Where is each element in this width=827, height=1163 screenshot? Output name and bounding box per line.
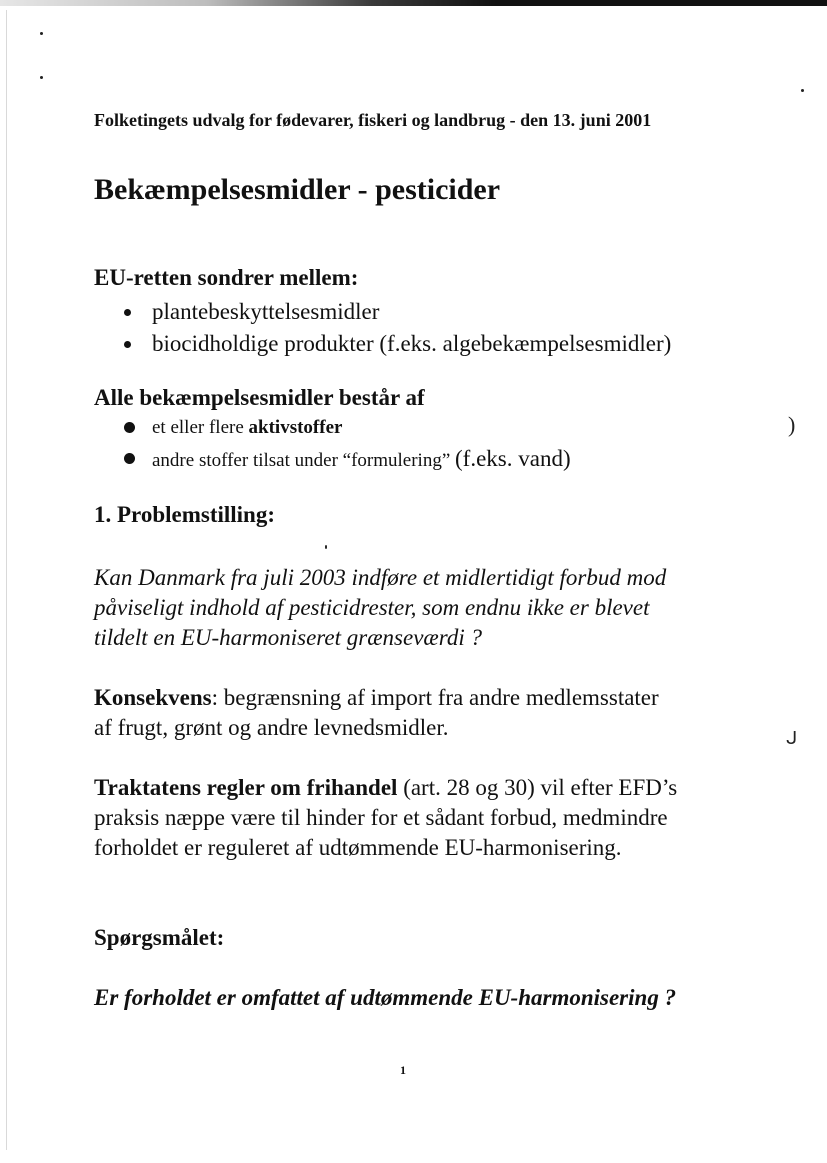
list-item: plantebeskyttelsesmidler <box>120 296 671 328</box>
scan-top-edge <box>0 0 827 6</box>
scan-speck <box>40 32 43 35</box>
eu-law-heading: EU-retten sondrer mellem: <box>94 265 359 290</box>
question-heading: Spørgsmålet: <box>94 925 225 950</box>
bullet-icon <box>124 453 135 464</box>
committee-header: Folketingets udvalg for fødevarer, fiskeri og landbrug - den 13. juni 2001 <box>94 110 652 130</box>
list-item: biocidholdige produkter (f.eks. algebekæmpelsesmidler) <box>120 328 671 360</box>
composition-list <box>120 412 571 476</box>
scan-speck <box>325 545 327 549</box>
margin-paren-mark: ) <box>788 412 796 437</box>
bullet-icon <box>124 309 131 316</box>
eu-law-list <box>120 296 671 360</box>
page-title: Bekæmpelsesmidler - pesticider <box>94 173 501 206</box>
problem-heading: 1. Problemstilling: <box>94 502 276 527</box>
composition-heading: Alle bekæmpelsesmidler består af <box>94 385 425 410</box>
problem-question: Kan Danmark fra juli 2003 indføre et midlertidigt forbud mod påviseligt indhold af pesticidrester, som endnu ikke er blevet tildelt en EU-harmoniseret grænseværdi ? <box>94 565 667 650</box>
treaty-paragraph: Traktatens regler om frihandel (art. 28 og 30) vil efter EFD’s praksis næppe være til hinder for et sådant forbud, medmindre forholdet er reguleret af udtømmende EU-harmonisering. <box>94 775 678 860</box>
bullet-icon <box>124 422 135 433</box>
margin-hook-mark: ᒍ <box>786 728 798 748</box>
consequence-paragraph: Konsekvens: begrænsning af import fra andre medlemsstater af frugt, grønt og andre levnedsmidler. <box>94 685 659 740</box>
scan-left-edge <box>6 10 7 1150</box>
bullet-icon <box>124 341 131 348</box>
scan-speck <box>801 89 804 92</box>
list-item: et eller flere aktivstoffer <box>120 412 571 443</box>
page-number: 1 <box>400 1063 406 1077</box>
main-question: Er forholdet er omfattet af udtømmende EU-harmonisering ? <box>94 985 677 1010</box>
scan-speck <box>40 76 43 79</box>
list-item: andre stoffer tilsat under “formulering” (f.eks. vand) <box>120 443 571 476</box>
